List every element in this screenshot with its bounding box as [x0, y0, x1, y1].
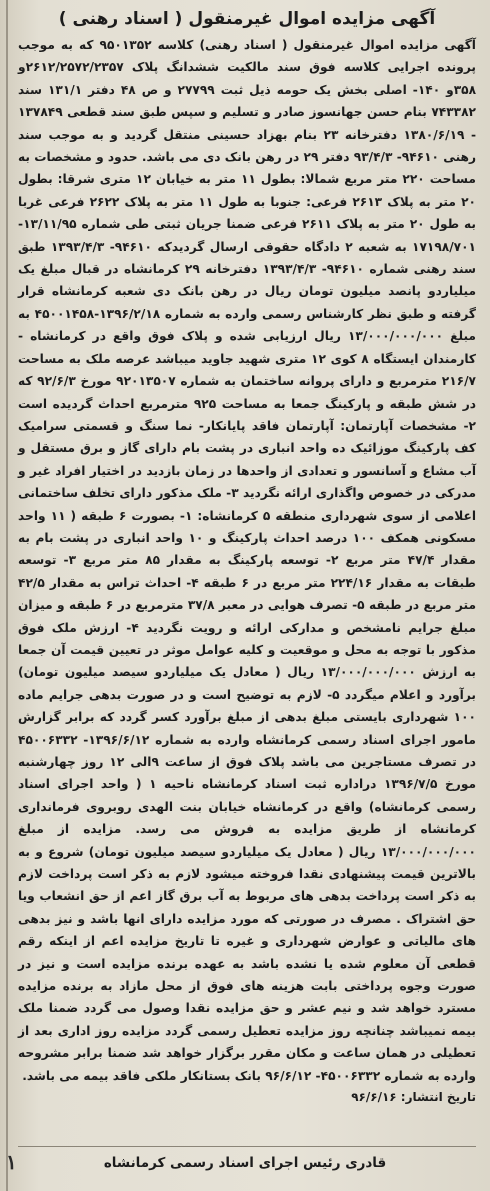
column-rule: [6, 0, 8, 1191]
signature-line: قادری رئیس اجرای اسناد رسمی کرمانشاه: [103, 1155, 387, 1171]
page-mark: ۱: [6, 1150, 17, 1174]
publication-date: تاریخ انتشار: ۹۶/۶/۱۶: [351, 1090, 476, 1105]
notice-body: آگهی مزایده اموال غیرمنقول ( اسناد رهنی) کلاسه ۹۵۰۱۳۵۲ که به موجب پرونده اجرایی کلاسه فوق سند مالکیت ششدانگ پلاک ۲۶۱۲/۲۵۷۲/۲۳۵۷و ۳۵۸و ۱۴۰- اصلی بخش یک حومه ذیل ثبت ۲۷۷۹۹ و ص ۴۸ دفتر ۱۳۱/۱ سند ۷۴۳۳۸۲ بنام حسن جهانسوز صادر و تسلیم و سپس طبق سند قطعی ۱۳۷۸۴۹ - ۱۳۸۰/۶/۱۹ دفترخانه ۲۳ بنام بهزاد حسینی منتقل گردید و به موجب سند رهنی ۹۴۶۱۰- ۹۳/۴/۳ دفتر ۲۹ در رهن بانک دی می باشد. حدود و مشخصات به مساحت ۲۲۰ متر مربع شمالا: بطول ۱۱ متر به خیابان ۱۲ متری شرقا: بطول ۲۰ متر به پلاک ۲۶۱۳ فرعی: جنوبا به طول ۱۱ متر به پلاک ۲۶۲۲ فرعی غربا به طول ۲۰ متر به پلاک ۲۶۱۱ فرعی ضمنا جریان ثبتی طی شماره ۱۳/۱۱/۹۵- ۱۷۱۹۸/۷۰۱ به شعبه ۲ دادگاه حقوقی ارسال گردیدکه ۹۴۶۱۰- ۱۳۹۳/۴/۳ طبق سند رهنی شماره ۹۴۶۱۰- ۱۳۹۳/۴/۳ دفترخانه ۲۹ کرمانشاه در قبال مبلغ یک میلیاردو پانصد میلیون تومان ریال در رهن بانک دی شعبه کرمانشاه قرار گرفته و طبق نظر کارشناس رسمی وارده به شماره ۱۳۹۶/۲/۱۸-۴۵۰۰۱۴۵۸ به مبلغ ۱۳/۰۰۰/۰۰۰/۰۰۰ ریال ارزیابی شده و پلاک فوق واقع در کرمانشاه - کارمندان ایستگاه ۸ کوی ۱۲ متری شهید جاوید میباشد عرصه ملک به مساحت ۲۱۶/۷ مترمربع و دارای پروانه ساختمان به شماره ۹۲۰۱۳۵۰۷ مورخ ۹۲/۶/۳ که در شش طبقه و پارکینگ جمعا به مساحت ۹۲۵ مترمربع احداث گردیده است ۲- مشخصات آپارتمان: آپارتمان فاقد پایانکار- نما سنگ و قسمتی سرامیک کف پارکینگ موزائیک ده واحد انباری در پشت بام دارای گاز و برق مستقل و آب مشاع و آسانسور و تعدادی از واحدها در زمان بازدید در اختیار افراد غیر و مدرکی در خصوص واگذاری ارائه نگردید ۳- ملک مذکور دارای تخلف ساختمانی اعلامی از سوی شهرداری منطقه ۵ کرمانشاه: ۱- بصورت ۶ طبقه ( ۱۱ واحد مسکونی همکف ۱۰۰ درصد احداث پارکینگ و ۱۰ واحد انباری در پشت بام به مقدار ۴۷/۴ متر مربع ۲- توسعه پارکینگ به مقدار ۸۵ متر مربع ۳- توسعه طبقات به مقدار ۲۲۴/۱۶ متر مربع در ۶ طبقه ۴- احداث تراس به مقدار ۴۲/۵ متر مربع در طبقه ۵- تصرف هوایی در معبر ۳۷/۸ مترمربع در ۶ طبقه و میزان مبلغ جرایم نامشخص و مدارکی ارائه و رویت نگردید ۴- ارزش ملک فوق مذکور با توجه به محل و موقعیت و کلیه عوامل موثر در تعیین قیمت آن جمعا به ارزش ۱۳/۰۰۰/۰۰۰/۰۰۰ ریال ( معادل یک میلیاردو سیصد میلیون تومان) برآورد و اعلام میگردد ۵- لازم به توضیح است و در صورت بدهی جرایم ماده ۱۰۰ شهرداری بایستی مبلغ بدهی از مبلغ برآورد کسر گردد که برابر گزارش مامور اجرای اسناد رسمی کرمانشاه وارده به شماره ۱۳۹۶/۶/۱۲- ۴۵۰۰۶۳۳۲ در تصرف مستاجرین می باشد پلاک فوق از ساعت ۹الی ۱۲ روز چهارشنبه مورخ ۱۳۹۶/۷/۵ دراداره ثبت اسناد کرمانشاه ناحیه ۱ ( واحد اجرای اسناد رسمی کرمانشاه) واقع در کرمانشاه خیابان بنت الهدی روبروی فرمانداری کرمانشاه از طریق مزایده به فروش می رسد. مزایده از مبلغ ۱۳/۰۰۰/۰۰۰/۰۰۰ ریال ( معادل یک میلیاردو سیصد میلیون تومان) شروع و به بالاترین قیمت پیشنهادی نقدا فروخته میشود لازم به ذکر است پرداخت لازم به ذکر است پرداخت بدهی های مربوط به آب برق گاز اعم از حق انشعاب ویا حق اشتراک . مصرف در صورتی که مورد مزایده دارای انها باشد و نیز بدهی های مالیاتی و عوارض شهرداری و غیره تا تاریخ مزایده اعم از اینکه رقم قطعی آن معلوم شده یا نشده باشد به عهده برنده مزایده است و نیز در صورت وجوه پرداختی بابت هزینه های فوق از محل مازاد به برنده مزایده مسترد خواهد شد و نیم عشر و حق مزایده نقدا وصول می گردد ضمنا ملک بیمه نمیباشد چنانچه روز مزایده تعطیل رسمی گردد مزایده روز اداری بعد از تعطیلی در همان ساعت و مکان مقرر برگزار خواهد شد ضمنا برابر مشروحه وارده به شماره ۴۵۰۰۶۳۳۲- ۹۶/۶/۱۲ بانک بستانکار ملکی فاقد بیمه می باشد.: [18, 38, 477, 1083]
bottom-divider: [18, 1146, 476, 1147]
notice-title: آگهی مزایده اموال غیرمنقول ( اسناد رهنی ): [58, 9, 436, 29]
